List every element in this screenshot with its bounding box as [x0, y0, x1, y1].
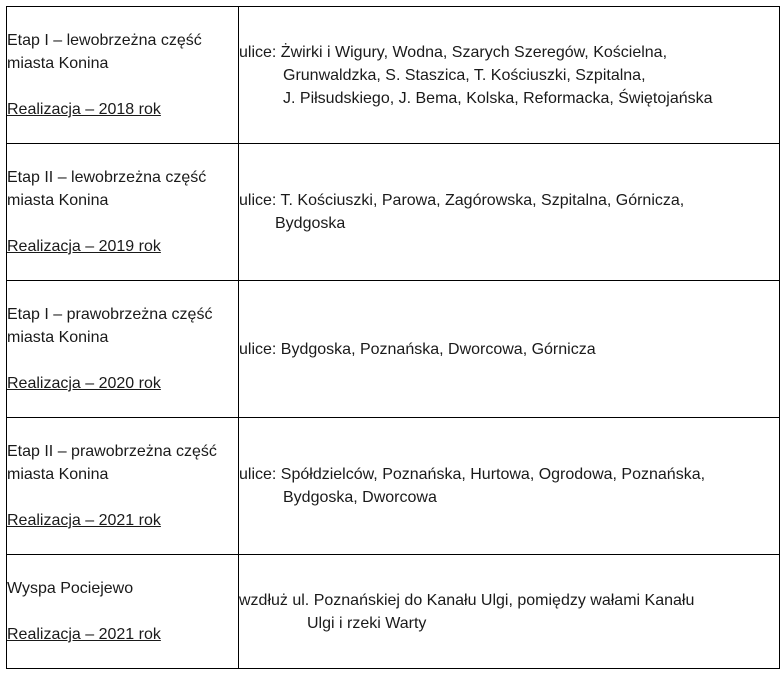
streets-line: J. Piłsudskiego, J. Bema, Kolska, Reformacka, Świętojańska — [283, 89, 713, 107]
realization-year: Realizacja – 2018 rok — [7, 101, 161, 118]
table-row — [7, 7, 780, 144]
streets-line: Grunwaldzka, S. Staszica, T. Kościuszki, Szpitalna, — [283, 66, 646, 84]
stage-cell — [7, 418, 239, 555]
realization-year: Realizacja – 2019 rok — [7, 238, 161, 255]
realization-year: Realizacja – 2021 rok — [7, 626, 161, 643]
streets-line: Bydgoska, Dworcowa — [283, 489, 437, 506]
streets-cell — [239, 418, 780, 555]
table-row — [7, 281, 780, 418]
table-row — [7, 418, 780, 555]
stage-cell — [7, 555, 239, 669]
streets-line: ulice: Spółdzielców, Poznańska, Hurtowa, Ogrodowa, Poznańska, — [239, 466, 706, 483]
stage-title: Etap I – prawobrzeżna część miasta Konina — [7, 306, 213, 346]
streets-cell — [239, 7, 780, 144]
realization-year: Realizacja – 2020 rok — [7, 375, 161, 392]
realization-year: Realizacja – 2021 rok — [7, 512, 161, 529]
table-row — [7, 555, 780, 669]
streets-cell — [239, 281, 780, 418]
streets-line: Ulgi i rzeki Warty — [307, 614, 427, 632]
streets-line: ulice: Żwirki i Wigury, Wodna, Szarych Szeregów, Kościelna, — [239, 43, 668, 61]
stages-table — [6, 6, 780, 669]
stage-title: Etap II – prawobrzeżna część miasta Konina — [7, 443, 217, 483]
stage-title: Etap I – lewobrzeżna część miasta Konina — [7, 32, 202, 72]
streets-line: ulice: T. Kościuszki, Parowa, Zagórowska, Szpitalna, Górnicza, — [239, 192, 685, 209]
stage-cell — [7, 7, 239, 144]
stage-title: Etap II – lewobrzeżna część miasta Konina — [7, 169, 207, 209]
stage-cell — [7, 144, 239, 281]
streets-line: wzdłuż ul. Poznańskiej do Kanału Ulgi, pomiędzy wałami Kanału — [239, 591, 695, 609]
streets-line: Bydgoska — [275, 215, 346, 232]
streets-cell — [239, 555, 780, 669]
table-row — [7, 144, 780, 281]
stage-title: Wyspa Pociejewo — [7, 580, 134, 597]
streets-cell — [239, 144, 780, 281]
stage-cell — [7, 281, 239, 418]
streets-line: ulice: Bydgoska, Poznańska, Dworcowa, Górnicza — [239, 340, 596, 358]
